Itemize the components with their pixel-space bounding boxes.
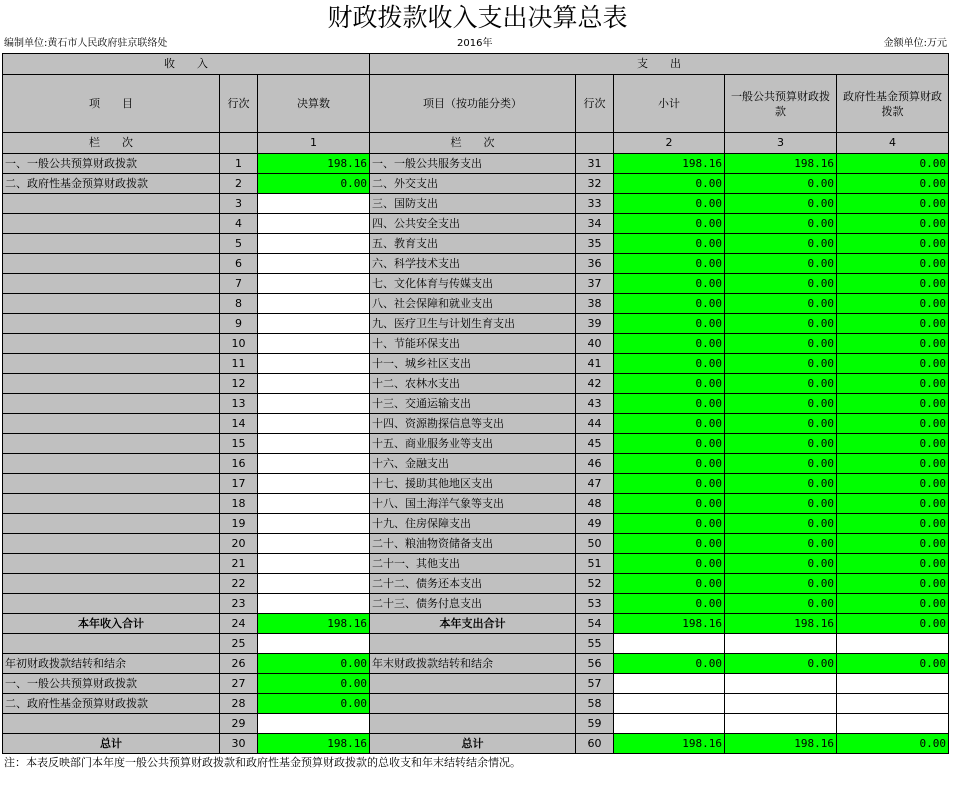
line-number: 29 [220, 714, 258, 734]
line-number: 23 [220, 594, 258, 614]
line-number: 41 [576, 354, 614, 374]
expense-subtotal: 0.00 [614, 254, 725, 274]
income-item-label [3, 314, 220, 334]
line-number: 21 [220, 554, 258, 574]
line-number: 56 [576, 654, 614, 674]
carry-out-fund: 0.00 [837, 654, 949, 674]
index-cell: 3 [725, 133, 837, 154]
income-amount [258, 394, 370, 414]
income-item-label [3, 494, 220, 514]
income-item-label [3, 354, 220, 374]
income-item-label [3, 274, 220, 294]
expense-subtotal: 0.00 [614, 334, 725, 354]
expense-subtotal: 0.00 [614, 454, 725, 474]
line-number: 59 [576, 714, 614, 734]
line-number: 30 [220, 734, 258, 754]
expense-subtotal: 0.00 [614, 574, 725, 594]
income-amount [258, 354, 370, 374]
line-number: 52 [576, 574, 614, 594]
income-item-label [3, 434, 220, 454]
empty-value-cell [614, 694, 725, 714]
empty-value-cell [614, 634, 725, 654]
empty-cell [370, 634, 576, 654]
expense-fund: 0.00 [837, 174, 949, 194]
expense-fund: 0.00 [837, 554, 949, 574]
line-number: 36 [576, 254, 614, 274]
empty-cell [370, 674, 576, 694]
line-number: 46 [576, 454, 614, 474]
line-number: 12 [220, 374, 258, 394]
currency-unit: 金额单位:万元 [883, 38, 947, 49]
index-cell: 4 [837, 133, 949, 154]
expense-general: 0.00 [725, 434, 837, 454]
line-number: 57 [576, 674, 614, 694]
table-row [3, 394, 949, 414]
line-number: 16 [220, 454, 258, 474]
expense-fund: 0.00 [837, 394, 949, 414]
expense-item-label: 二十二、债务还本支出 [370, 574, 576, 594]
income-amount [258, 294, 370, 314]
table-row [3, 494, 949, 514]
line-number: 31 [576, 154, 614, 174]
expense-general: 0.00 [725, 474, 837, 494]
expense-subtotal: 0.00 [614, 414, 725, 434]
line-number: 10 [220, 334, 258, 354]
expense-subtotal: 0.00 [614, 394, 725, 414]
carry-in-fund-value: 0.00 [258, 694, 370, 714]
expense-item-label: 十五、商业服务业等支出 [370, 434, 576, 454]
empty-value-cell [837, 674, 949, 694]
income-amount [258, 214, 370, 234]
carry-in-fund-label: 二、政府性基金预算财政拨款 [3, 694, 220, 714]
expense-item-label: 二十三、债务付息支出 [370, 594, 576, 614]
table-row [3, 214, 949, 234]
empty-value-cell [725, 714, 837, 734]
income-amount [258, 414, 370, 434]
income-amount [258, 374, 370, 394]
report-year: 2016年 [457, 38, 493, 49]
expense-item-label: 十九、住房保障支出 [370, 514, 576, 534]
expense-general: 0.00 [725, 234, 837, 254]
income-item-label [3, 514, 220, 534]
line-number: 17 [220, 474, 258, 494]
table-row [3, 554, 949, 574]
expense-fund: 0.00 [837, 334, 949, 354]
table-row [3, 274, 949, 294]
expense-subtotal: 0.00 [614, 234, 725, 254]
income-amount: 198.16 [258, 154, 370, 174]
expense-general: 0.00 [725, 254, 837, 274]
carry-in-general-value: 0.00 [258, 674, 370, 694]
expense-total-general: 198.16 [725, 614, 837, 634]
expense-general: 0.00 [725, 294, 837, 314]
expense-subtotal: 0.00 [614, 554, 725, 574]
income-amount [258, 454, 370, 474]
line-number: 2 [220, 174, 258, 194]
income-amount [258, 234, 370, 254]
col-item-header: 项 目 [3, 75, 220, 133]
line-number: 14 [220, 414, 258, 434]
empty-value-cell [837, 714, 949, 734]
table-row [3, 574, 949, 594]
expense-fund: 0.00 [837, 374, 949, 394]
expense-fund: 0.00 [837, 274, 949, 294]
table-row [3, 374, 949, 394]
col-exp-item-header: 项目（按功能分类） [370, 75, 576, 133]
expense-general: 0.00 [725, 554, 837, 574]
expense-item-label: 十三、交通运输支出 [370, 394, 576, 414]
table-row [3, 154, 949, 174]
line-number: 22 [220, 574, 258, 594]
line-number: 40 [576, 334, 614, 354]
income-amount [258, 474, 370, 494]
expense-subtotal: 0.00 [614, 274, 725, 294]
income-item-label [3, 594, 220, 614]
expense-fund: 0.00 [837, 434, 949, 454]
expense-general: 0.00 [725, 274, 837, 294]
income-item-label [3, 374, 220, 394]
empty-value-cell [837, 694, 949, 714]
expense-item-label: 三、国防支出 [370, 194, 576, 214]
table-row [3, 474, 949, 494]
line-number: 50 [576, 534, 614, 554]
income-amount [258, 514, 370, 534]
expense-general: 0.00 [725, 534, 837, 554]
col-line-header: 行次 [220, 75, 258, 133]
empty-cell [3, 634, 220, 654]
table-row [3, 414, 949, 434]
expense-item-label: 五、教育支出 [370, 234, 576, 254]
line-number: 27 [220, 674, 258, 694]
line-number: 25 [220, 634, 258, 654]
expense-fund: 0.00 [837, 574, 949, 594]
expense-item-label: 十七、援助其他地区支出 [370, 474, 576, 494]
table-row [3, 594, 949, 614]
income-amount [258, 594, 370, 614]
expense-subtotal: 0.00 [614, 494, 725, 514]
expense-general: 0.00 [725, 374, 837, 394]
expense-item-label: 十八、国土海洋气象等支出 [370, 494, 576, 514]
expense-item-label: 九、医疗卫生与计划生育支出 [370, 314, 576, 334]
expense-item-label: 七、文化体育与传媒支出 [370, 274, 576, 294]
empty-value-cell [614, 714, 725, 734]
budget-summary-table [2, 53, 949, 754]
expense-total-fund: 0.00 [837, 614, 949, 634]
income-item-label [3, 254, 220, 274]
line-number: 20 [220, 534, 258, 554]
income-item-label [3, 214, 220, 234]
line-number: 44 [576, 414, 614, 434]
line-number: 18 [220, 494, 258, 514]
empty-value-cell [725, 634, 837, 654]
income-amount: 0.00 [258, 174, 370, 194]
index-cell: 2 [614, 133, 725, 154]
expense-general: 198.16 [725, 154, 837, 174]
line-number: 51 [576, 554, 614, 574]
line-number: 9 [220, 314, 258, 334]
line-number: 32 [576, 174, 614, 194]
income-amount [258, 554, 370, 574]
expense-subtotal: 0.00 [614, 174, 725, 194]
line-number: 55 [576, 634, 614, 654]
expense-general: 0.00 [725, 574, 837, 594]
expense-item-label: 六、科学技术支出 [370, 254, 576, 274]
expense-general: 0.00 [725, 454, 837, 474]
income-item-label [3, 394, 220, 414]
expense-fund: 0.00 [837, 454, 949, 474]
income-item-label [3, 454, 220, 474]
empty-value-cell [725, 694, 837, 714]
compiling-unit: 编制单位:黄石市人民政府驻京联络处 [4, 38, 168, 49]
expense-fund: 0.00 [837, 534, 949, 554]
line-number: 54 [576, 614, 614, 634]
line-number: 15 [220, 434, 258, 454]
carry-in-label: 年初财政拨款结转和结余 [3, 654, 220, 674]
line-number: 47 [576, 474, 614, 494]
row-label-cell: 栏 次 [370, 133, 576, 154]
table-row [3, 174, 949, 194]
line-number: 3 [220, 194, 258, 214]
empty-cell [3, 714, 220, 734]
table-row [3, 234, 949, 254]
line-number: 39 [576, 314, 614, 334]
line-number: 37 [576, 274, 614, 294]
expense-fund: 0.00 [837, 494, 949, 514]
expense-fund: 0.00 [837, 254, 949, 274]
expense-subtotal: 0.00 [614, 214, 725, 234]
expense-item-label: 十四、资源勘探信息等支出 [370, 414, 576, 434]
expense-item-label: 八、社会保障和就业支出 [370, 294, 576, 314]
income-amount [258, 334, 370, 354]
carry-out-subtotal: 0.00 [614, 654, 725, 674]
expense-general: 0.00 [725, 514, 837, 534]
income-header: 收 入 [3, 54, 370, 75]
line-number: 53 [576, 594, 614, 614]
expense-fund: 0.00 [837, 354, 949, 374]
col-exp-line-header: 行次 [576, 75, 614, 133]
line-number: 45 [576, 434, 614, 454]
income-item-label [3, 294, 220, 314]
expense-item-label: 一、一般公共服务支出 [370, 154, 576, 174]
expense-subtotal: 0.00 [614, 534, 725, 554]
expense-item-label: 十二、农林水支出 [370, 374, 576, 394]
expense-fund: 0.00 [837, 414, 949, 434]
expense-general: 0.00 [725, 214, 837, 234]
expense-subtotal: 0.00 [614, 374, 725, 394]
line-number: 60 [576, 734, 614, 754]
table-row [3, 534, 949, 554]
table-row [3, 454, 949, 474]
empty-value-cell [614, 674, 725, 694]
income-amount [258, 314, 370, 334]
line-number: 8 [220, 294, 258, 314]
line-number: 6 [220, 254, 258, 274]
expense-general: 0.00 [725, 194, 837, 214]
carry-out-label: 年末财政拨款结转和结余 [370, 654, 576, 674]
income-amount [258, 494, 370, 514]
expense-item-label: 十六、金融支出 [370, 454, 576, 474]
expense-item-label: 二、外交支出 [370, 174, 576, 194]
expense-total-label: 本年支出合计 [370, 614, 576, 634]
expense-general: 0.00 [725, 414, 837, 434]
expense-item-label: 四、公共安全支出 [370, 214, 576, 234]
income-amount [258, 194, 370, 214]
table-row [3, 434, 949, 454]
expense-subtotal: 0.00 [614, 594, 725, 614]
expense-subtotal: 0.00 [614, 354, 725, 374]
table-row [3, 514, 949, 534]
income-amount [258, 274, 370, 294]
empty-value-cell [258, 714, 370, 734]
grand-total-general: 198.16 [725, 734, 837, 754]
line-number: 34 [576, 214, 614, 234]
table-row [3, 194, 949, 214]
line-number: 35 [576, 234, 614, 254]
expense-subtotal: 198.16 [614, 154, 725, 174]
table-row [3, 354, 949, 374]
table-row [3, 294, 949, 314]
expense-general: 0.00 [725, 494, 837, 514]
col-fund-header: 政府性基金预算财政拨款 [837, 75, 949, 133]
income-item-label [3, 334, 220, 354]
empty-cell [370, 694, 576, 714]
expense-subtotal: 0.00 [614, 314, 725, 334]
expense-fund: 0.00 [837, 594, 949, 614]
line-number: 11 [220, 354, 258, 374]
index-cell: 1 [258, 133, 370, 154]
col-general-header: 一般公共预算财政拨款 [725, 75, 837, 133]
income-amount [258, 254, 370, 274]
line-number: 4 [220, 214, 258, 234]
expense-subtotal: 0.00 [614, 194, 725, 214]
empty-value-cell [837, 634, 949, 654]
expense-item-label: 十一、城乡社区支出 [370, 354, 576, 374]
expense-fund: 0.00 [837, 294, 949, 314]
expense-fund: 0.00 [837, 314, 949, 334]
line-number: 19 [220, 514, 258, 534]
grand-total-expense-label: 总计 [370, 734, 576, 754]
line-number: 38 [576, 294, 614, 314]
income-item-label [3, 474, 220, 494]
expense-subtotal: 0.00 [614, 514, 725, 534]
expense-item-label: 二十一、其他支出 [370, 554, 576, 574]
line-number: 33 [576, 194, 614, 214]
expense-fund: 0.00 [837, 214, 949, 234]
income-item-label: 一、一般公共预算财政拨款 [3, 154, 220, 174]
grand-total-fund: 0.00 [837, 734, 949, 754]
expense-general: 0.00 [725, 354, 837, 374]
expense-item-label: 二十、粮油物资储备支出 [370, 534, 576, 554]
expense-subtotal: 0.00 [614, 434, 725, 454]
income-item-label [3, 414, 220, 434]
line-number: 42 [576, 374, 614, 394]
expense-fund: 0.00 [837, 234, 949, 254]
income-total-value: 198.16 [258, 614, 370, 634]
expense-fund: 0.00 [837, 194, 949, 214]
empty-cell [576, 133, 614, 154]
empty-value-cell [725, 674, 837, 694]
table-row [3, 314, 949, 334]
report-title: 财政拨款收入支出决算总表 [327, 3, 628, 32]
expense-fund: 0.00 [837, 474, 949, 494]
line-number: 1 [220, 154, 258, 174]
expense-subtotal: 0.00 [614, 294, 725, 314]
grand-total-label: 总计 [3, 734, 220, 754]
line-number: 58 [576, 694, 614, 714]
carry-out-general: 0.00 [725, 654, 837, 674]
expense-general: 0.00 [725, 174, 837, 194]
empty-value-cell [258, 634, 370, 654]
expense-fund: 0.00 [837, 154, 949, 174]
income-item-label [3, 534, 220, 554]
income-amount [258, 534, 370, 554]
income-amount [258, 574, 370, 594]
carry-in-value: 0.00 [258, 654, 370, 674]
income-item-label [3, 574, 220, 594]
expense-fund: 0.00 [837, 514, 949, 534]
income-item-label [3, 554, 220, 574]
line-number: 48 [576, 494, 614, 514]
expense-general: 0.00 [725, 314, 837, 334]
col-amount-header: 决算数 [258, 75, 370, 133]
line-number: 28 [220, 694, 258, 714]
empty-cell [370, 714, 576, 734]
expense-header: 支 出 [370, 54, 949, 75]
grand-total-subtotal: 198.16 [614, 734, 725, 754]
table-note: 注：本表反映部门本年度一般公共预算财政拨款和政府性基金预算财政拨款的总收支和年末结转结余情况。 [4, 756, 521, 769]
line-number: 43 [576, 394, 614, 414]
expense-general: 0.00 [725, 394, 837, 414]
empty-cell [220, 133, 258, 154]
income-item-label [3, 234, 220, 254]
carry-in-general-label: 一、一般公共预算财政拨款 [3, 674, 220, 694]
line-number: 49 [576, 514, 614, 534]
income-item-label [3, 194, 220, 214]
expense-total-subtotal: 198.16 [614, 614, 725, 634]
income-amount [258, 434, 370, 454]
col-subtotal-header: 小计 [614, 75, 725, 133]
income-total-label: 本年收入合计 [3, 614, 220, 634]
line-number: 24 [220, 614, 258, 634]
grand-total-income: 198.16 [258, 734, 370, 754]
table-row [3, 254, 949, 274]
table-row [3, 334, 949, 354]
row-label-cell: 栏 次 [3, 133, 220, 154]
expense-general: 0.00 [725, 594, 837, 614]
expense-item-label: 十、节能环保支出 [370, 334, 576, 354]
line-number: 26 [220, 654, 258, 674]
income-item-label: 二、政府性基金预算财政拨款 [3, 174, 220, 194]
line-number: 5 [220, 234, 258, 254]
expense-general: 0.00 [725, 334, 837, 354]
line-number: 7 [220, 274, 258, 294]
expense-subtotal: 0.00 [614, 474, 725, 494]
line-number: 13 [220, 394, 258, 414]
